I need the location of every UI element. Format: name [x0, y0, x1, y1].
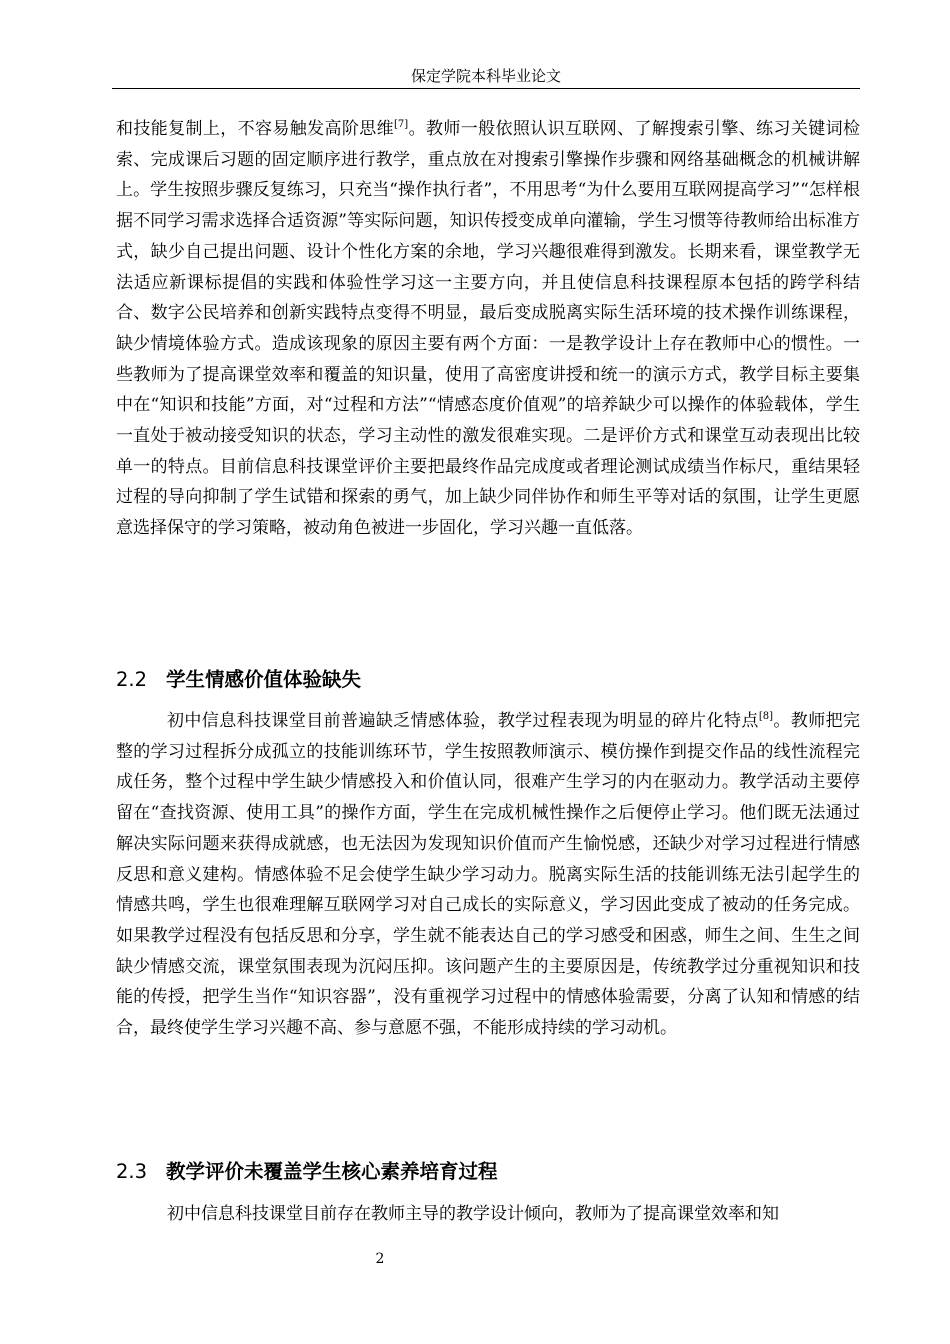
paragraph-text: 。教师把完整的学习过程拆分成孤立的技能训练环节，学生按照教师演示、模仿操作到提交作品的线性流程完成任务，整个过程中学生缺少情感投入和价值认同，很难产生学习的内在驱动力。教学活动主要停留在“查找资源、使用工具”的操作方面，学生在完成机械性操作之后便停止学习。他们既无法通过解决实际问题来获得成就感，也无法因为发现知识价值而产生愉悦感，还缺少对学习过程进行情感反思和意义建构。情感体验不足会使学生缺少学习动力。脱离实际生活的技能训练无法引起学生的情感共鸣，学生也很难理解互联网学习对自己成长的实际意义，学习因此变成了被动的任务完成。如果教学过程没有包括反思和分享，学生就不能表达自己的学习感受和困惑，师生之间、生生之间缺少情感交流，课堂氛围表现为沉闷压抑。该问题产生的主要原因是，传统教学过分重视知识和技能的传授，把学生当作“知识容器”，没有重视学习过程中的情感体验需要，分离了认知和情感的结合，最终使学生学习兴趣不高、参与意愿不强，不能形成持续的学习动机。	[116, 711, 861, 1039]
header-rule	[112, 88, 860, 89]
section-number: 2.2	[116, 668, 148, 691]
section-heading-2-3	[116, 1159, 498, 1185]
citation-ref: [8]	[758, 711, 773, 722]
section-number: 2.3	[116, 1160, 148, 1183]
section-2-2-body	[116, 706, 860, 1044]
body-paragraph: 初中信息科技课堂目前存在教师主导的教学设计倾向，教师为了提高课堂效率和知	[167, 1204, 779, 1224]
body-paragraph	[116, 706, 860, 1044]
running-header: 保定学院本科毕业论文	[410, 67, 561, 85]
paragraph-text: 初中信息科技课堂目前普遍缺乏情感体验，教学过程表现为明显的碎片化特点	[167, 711, 759, 731]
body-paragraph	[116, 114, 860, 544]
section-heading-2-2	[116, 667, 361, 693]
paragraph-continuation	[116, 114, 860, 544]
section-title: 教学评价未覆盖学生核心素养培育过程	[166, 1160, 498, 1183]
paragraph-text: 和技能复制上，不容易触发高阶思维	[116, 119, 395, 139]
paragraph-text: 。教师一般依照认识互联网、了解搜索引擎、练习关键词检索、完成课后习题的固定顺序进行教学，重点放在对搜索引擎操作步骤和网络基础概念的机械讲解上。学生按照步骤反复练习，只充当“操作执行者”，不用思考“为什么要用互联网提高学习”“怎样根据不同学习需求选择合适资源”等实际问题，知识传授变成单向灌输，学生习惯等待教师给出标准方式，缺少自己提出问题、设计个性化方案的余地，学习兴趣很难得到激发。长期来看，课堂教学无法适应新课标提倡的实践和体验性学习这一主要方向，并且使信息科技课程原本包括的跨学科结合、数字公民培养和创新实践特点变得不明显，最后变成脱离实际生活环境的技术操作训练课程，缺少情境体验方式。造成该现象的原因主要有两个方面：一是教学设计上存在教师中心的惯性。一些教师为了提高课堂效率和覆盖的知识量，使用了高密度讲授和统一的演示方式，教学目标主要集中在“知识和技能”方面，对“过程和方法”“情感态度价值观”的培养缺少可以操作的体验载体，学生一直处于被动接受知识的状态，学习主动性的激发很难实现。二是评价方式和课堂互动表现出比较单一的特点。目前信息科技课堂评价主要把最终作品完成度或者理论测试成绩当作标尺，重结果轻过程的导向抑制了学生试错和探索的勇气，加上缺少同伴协作和师生平等对话的氛围，让学生更愿意选择保守的学习策略，被动角色被进一步固化，学习兴趣一直低落。	[116, 119, 861, 539]
citation-ref: [7]	[394, 119, 409, 130]
page-number: 2	[375, 1251, 385, 1267]
section-title: 学生情感价值体验缺失	[166, 668, 362, 691]
section-2-3-body	[116, 1199, 860, 1230]
